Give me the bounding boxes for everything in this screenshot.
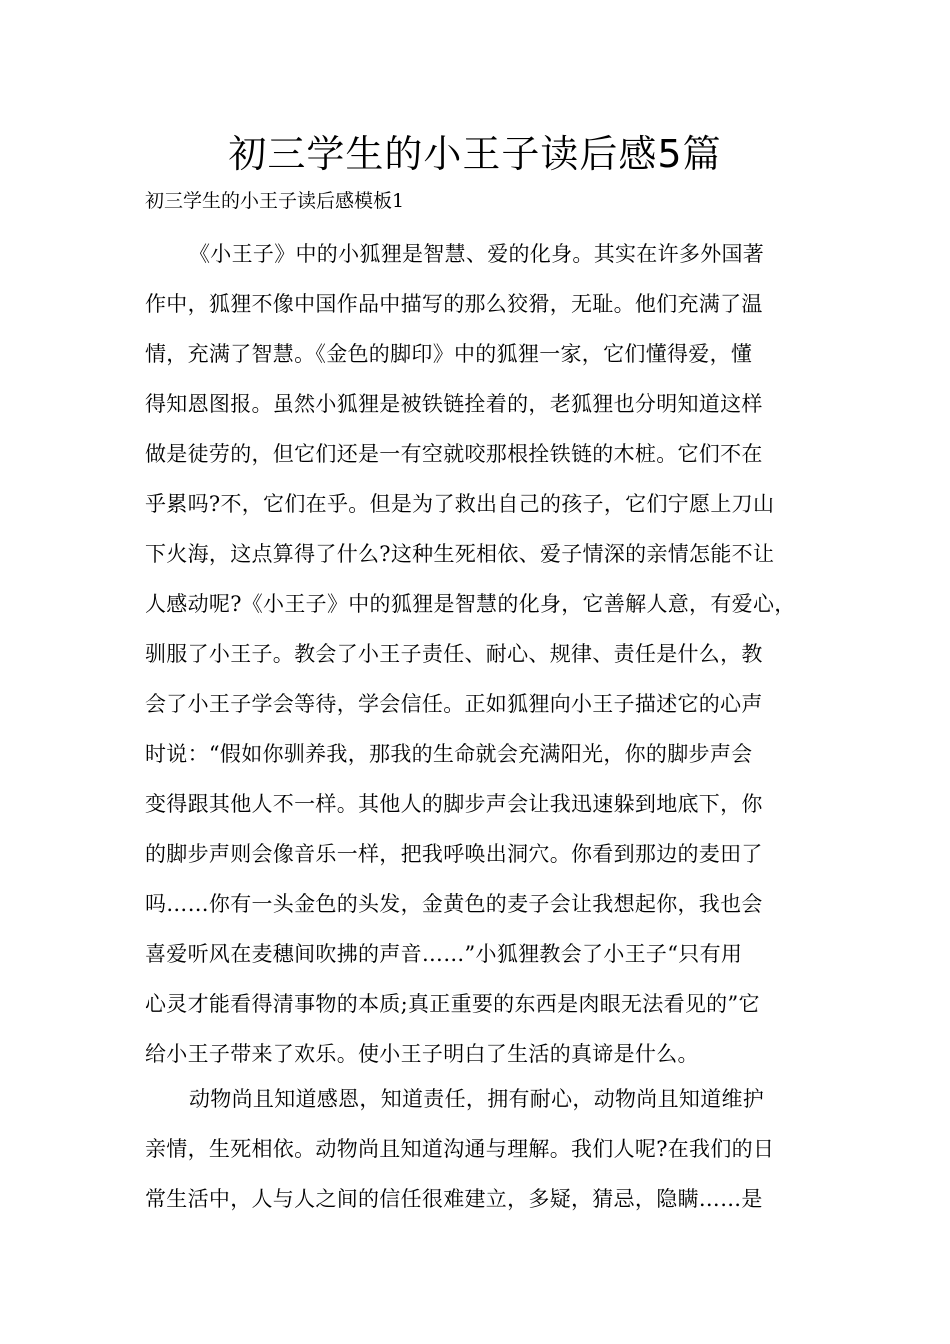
paragraph-line: 给小王子带来了欢乐。使小王子明白了生活的真谛是什么。 bbox=[145, 1042, 699, 1066]
paragraph-line: 常生活中，人与人之间的信任很难建立，多疑，猜忌，隐瞒……是 bbox=[145, 1187, 763, 1211]
paragraph-line: 下火海，这点算得了什么?这种生死相依、爱子情深的亲情怎能不让 bbox=[145, 542, 775, 566]
document-title: 初三学生的小王子读后感5篇 bbox=[228, 132, 722, 176]
paragraph-line: 作中，狐狸不像中国作品中描写的那么狡猾，无耻。他们充满了温 bbox=[145, 292, 763, 316]
paragraph-line: 动物尚且知道感恩，知道责任，拥有耐心，动物尚且知道维护 bbox=[189, 1087, 765, 1111]
paragraph-line: 变得跟其他人不一样。其他人的脚步声会让我迅速躲到地底下，你 bbox=[145, 792, 763, 816]
paragraph-line: 的脚步声则会像音乐一样，把我呼唤出洞穴。你看到那边的麦田了 bbox=[145, 842, 763, 866]
paragraph-1 bbox=[145, 229, 810, 1079]
paragraph-2 bbox=[145, 1074, 810, 1224]
paragraph-line: 亲情，生死相依。动物尚且知道沟通与理解。我们人呢?在我们的日 bbox=[145, 1137, 775, 1161]
document-subtitle: 初三学生的小王子读后感模板1 bbox=[145, 190, 405, 212]
paragraph-line: 心灵才能看得清事物的本质;真正重要的东西是肉眼无法看见的”它 bbox=[145, 992, 760, 1016]
paragraph-line: 喜爱听风在麦穗间吹拂的声音……”小狐狸教会了小王子“只有用 bbox=[145, 942, 743, 966]
paragraph-line: 驯服了小王子。教会了小王子责任、耐心、规律、责任是什么，教 bbox=[145, 642, 763, 666]
paragraph-line: 情，充满了智慧。《金色的脚印》中的狐狸一家，它们懂得爱，懂 bbox=[145, 342, 753, 366]
paragraph-line: 做是徒劳的，但它们还是一有空就咬那根拴铁链的木桩。它们不在 bbox=[145, 442, 763, 466]
paragraph-line: 乎累吗?不，它们在乎。但是为了救出自己的孩子，它们宁愿上刀山 bbox=[145, 492, 775, 516]
paragraph-line: 《小王子》中的小狐狸是智慧、爱的化身。其实在许多外国著 bbox=[189, 242, 765, 266]
paragraph-line: 时说：“假如你驯养我，那我的生命就会充满阳光，你的脚步声会 bbox=[145, 742, 753, 766]
paragraph-line: 吗……你有一头金色的头发，金黄色的麦子会让我想起你，我也会 bbox=[145, 892, 763, 916]
paragraph-line: 会了小王子学会等待，学会信任。正如狐狸向小王子描述它的心声 bbox=[145, 692, 763, 716]
paragraph-line: 得知恩图报。虽然小狐狸是被铁链拴着的，老狐狸也分明知道这样 bbox=[145, 392, 763, 416]
paragraph-line: 人感动呢?《小王子》中的狐狸是智慧的化身，它善解人意，有爱心， bbox=[145, 592, 796, 616]
